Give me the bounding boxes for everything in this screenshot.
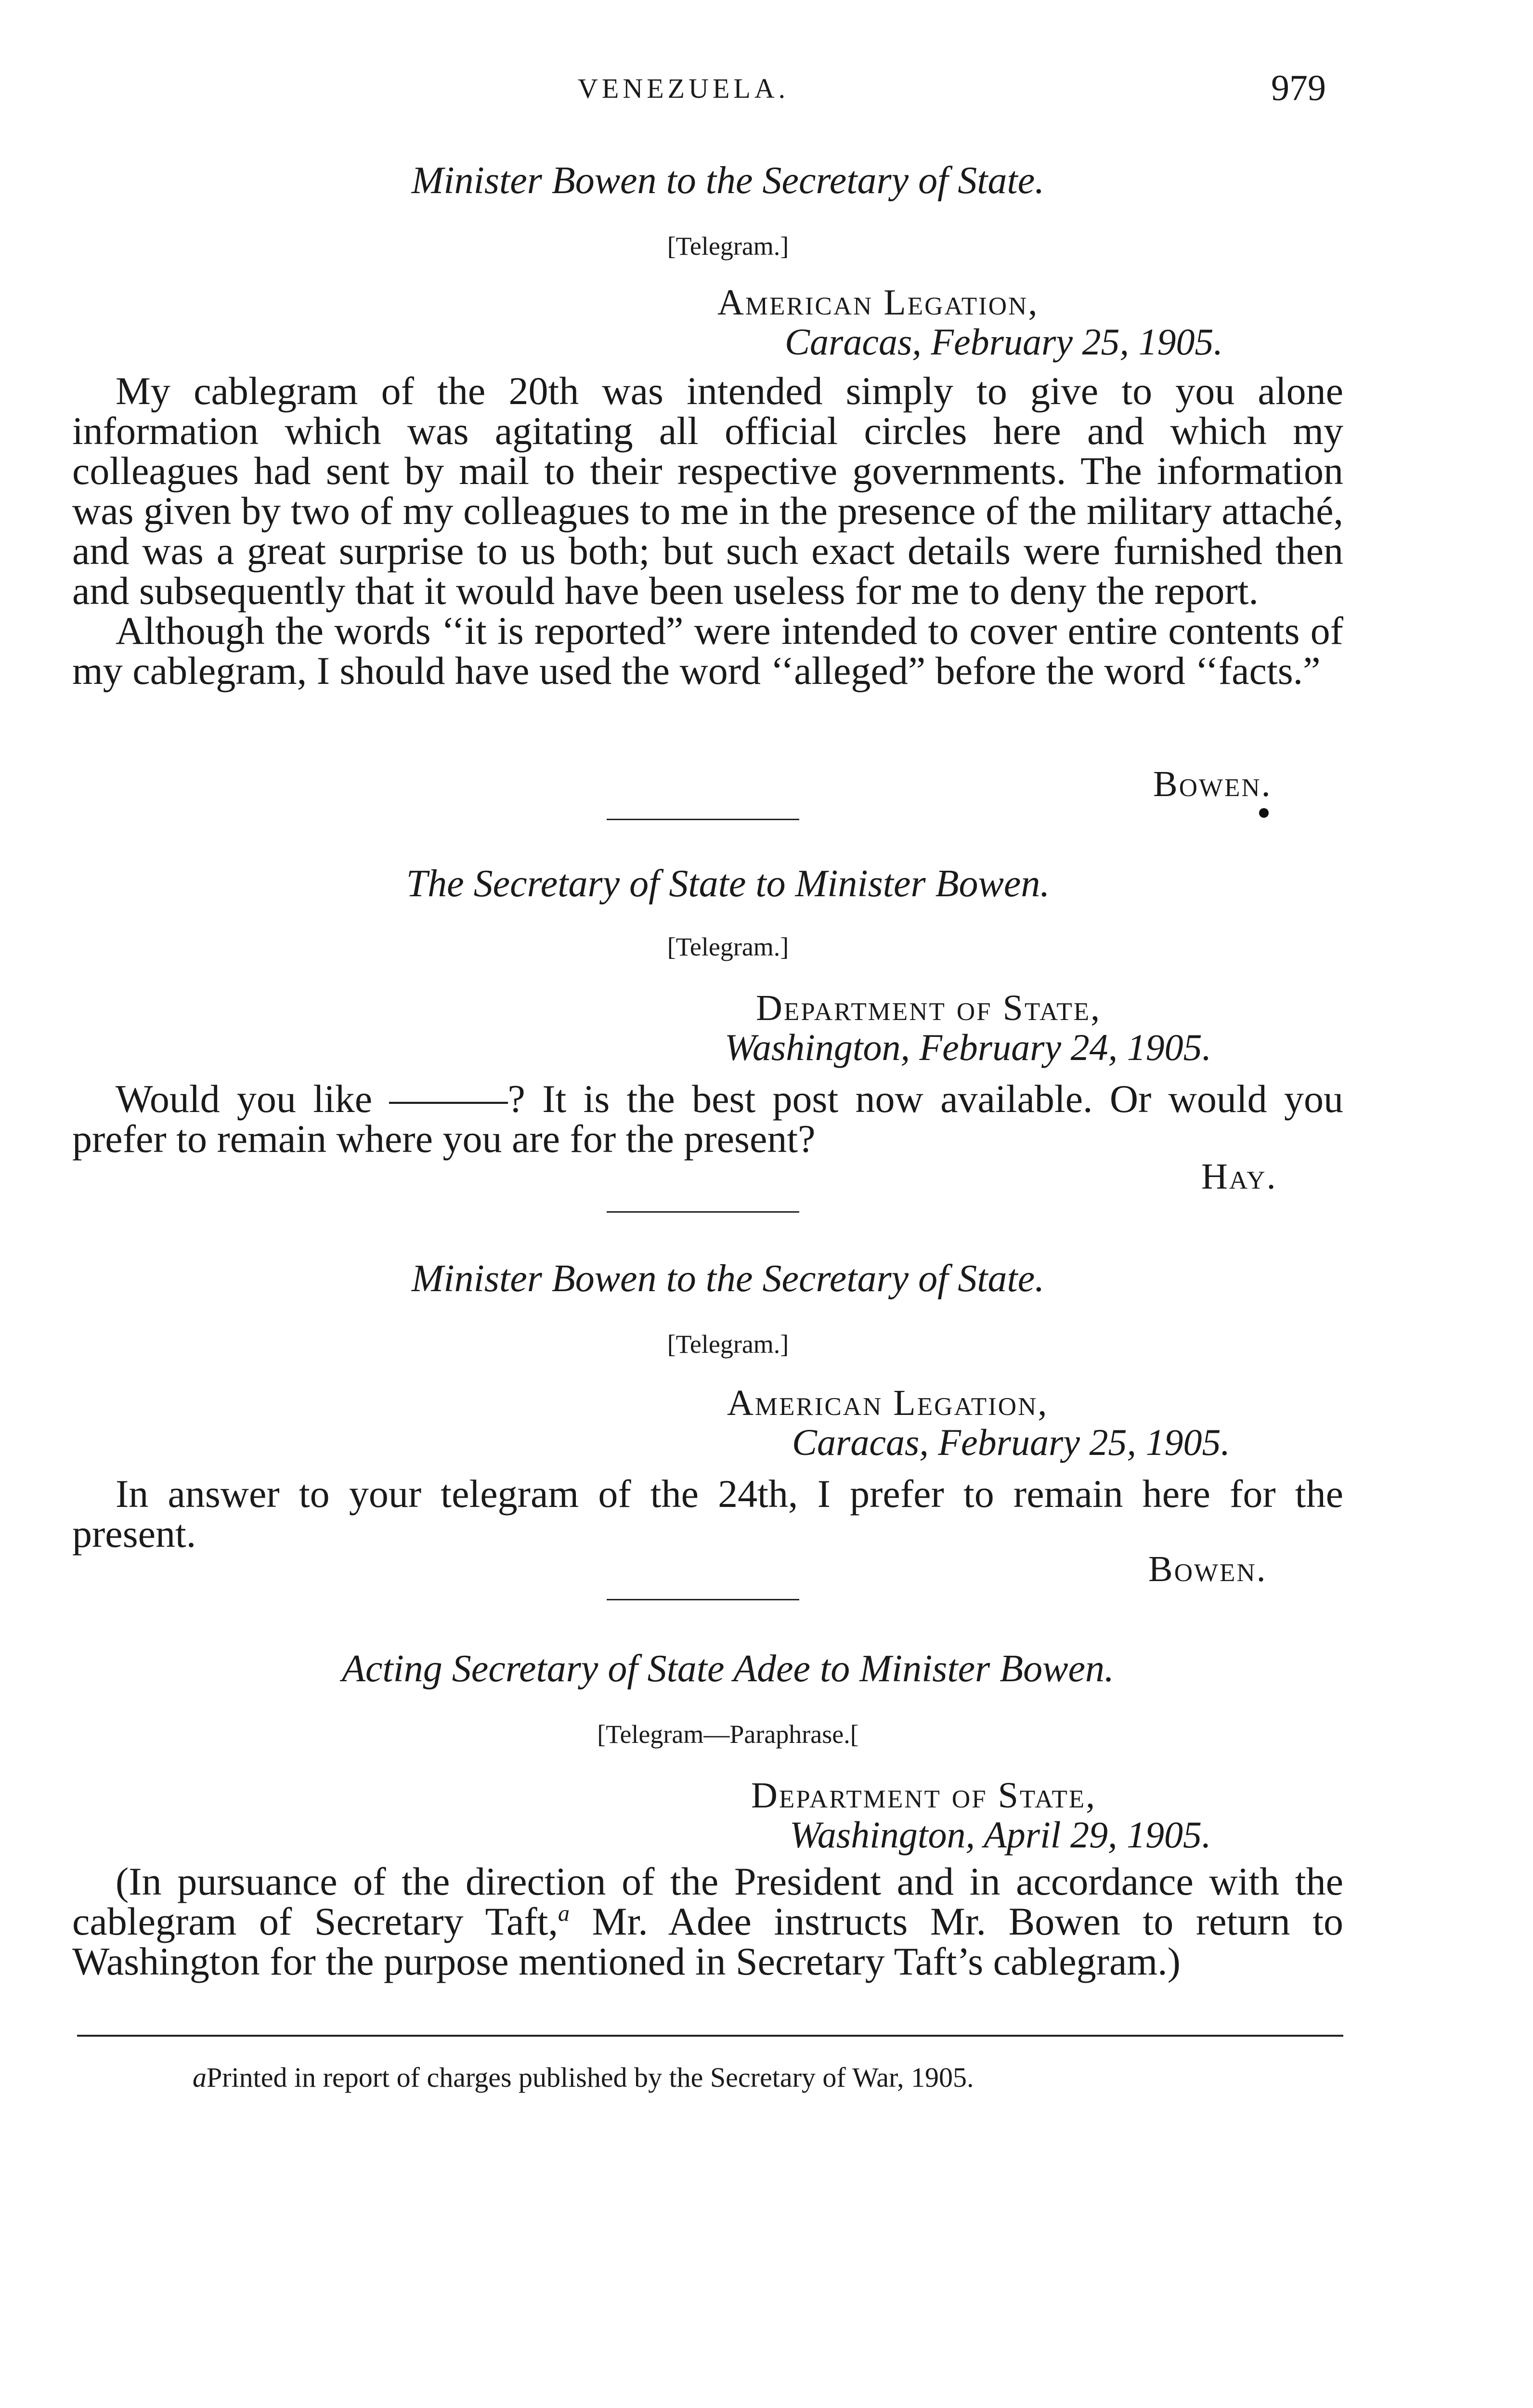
letter-1-date: Caracas, February 25, 1905.: [785, 321, 1223, 363]
letter-2-signature: Hay.: [1201, 1156, 1277, 1197]
letter-1-paragraph-1: My cablegram of the 20th was intended simply to give to you alone information which was agitating all official circles here and which my colleagues had sent by mail to their respective governments. The information was given by two of my colleagues to me in the presence of the military attaché, and was a great surprise to us both; but such exact details were furnished then and subsequently that it would have been useless for me to deny the report.: [72, 369, 1343, 613]
letter-4-title: Acting Secretary of State Adee to Minister Bowen.: [341, 1648, 1115, 1690]
letter-4-place: Department of State,: [751, 1775, 1097, 1816]
letter-3-paragraph-1: In answer to your telegram of the 24th, I prefer to remain here for the present.: [72, 1472, 1343, 1556]
letter-3-tag: [Telegram.]: [667, 1330, 789, 1359]
footnote-text: Printed in report of charges published by the Secretary of War, 1905.: [207, 2062, 974, 2093]
letter-3-date: Caracas, February 25, 1905.: [792, 1421, 1230, 1463]
letter-2-tag: [Telegram.]: [667, 932, 789, 961]
letter-2-title: The Secretary of State to Minister Bowen.: [406, 863, 1050, 905]
letter-1-place: American Legation,: [717, 282, 1039, 323]
letter-4-tag: [Telegram—Paraphrase.[: [597, 1720, 859, 1749]
letter-1-tag: [Telegram.]: [667, 232, 789, 261]
letter-3-signature: Bowen.: [1148, 1549, 1267, 1589]
letter-2-place: Department of State,: [756, 988, 1102, 1028]
letter-4-text-after-note: Mr. Adee instructs Mr. Bowen to return to Washington for the purpose mentioned in Secretary Taft’s cablegram.): [72, 1899, 1343, 1983]
ink-speck: [1259, 808, 1269, 818]
footnote: [193, 2061, 974, 2094]
section-divider: [607, 1211, 799, 1213]
letter-2-paragraph-1: Would you like ———? It is the best post now available. Or would you prefer to remain where you are for the present?: [72, 1077, 1343, 1161]
footnote-rule: [77, 2035, 1343, 2037]
letter-4-paragraph-1: [72, 1861, 1343, 1981]
letter-3-place: American Legation,: [727, 1383, 1049, 1423]
section-divider: [607, 819, 799, 820]
footnote-reference: a: [558, 1900, 570, 1926]
letter-1-signature: Bowen.: [1153, 764, 1272, 804]
letter-1-paragraph-2: Although the words ‘‘it is reported” were intended to cover entire contents of my cablegram, I should have used the word ‘‘alleged” before the word ‘‘facts.”: [72, 609, 1343, 693]
letter-1-title: Minister Bowen to the Secretary of State.: [411, 159, 1045, 202]
letter-3-title: Minister Bowen to the Secretary of State.: [411, 1257, 1045, 1300]
section-divider: [607, 1599, 799, 1600]
letter-1-body: [72, 371, 1343, 691]
letter-4-date: Washington, April 29, 1905.: [790, 1814, 1211, 1856]
letter-4-body: [72, 1861, 1343, 1981]
letter-2-body: [72, 1079, 1343, 1159]
letter-3-body: [72, 1474, 1343, 1554]
page-number: 979: [1271, 68, 1326, 108]
letter-2-date: Washington, February 24, 1905.: [725, 1026, 1212, 1068]
letter-4-text-before-note: (In pursuance of the direction of the President and in accordance with the cablegram of Secretary Taft,: [72, 1859, 1343, 1943]
footnote-marker: a: [193, 2062, 207, 2093]
running-header: VENEZUELA.: [578, 73, 790, 104]
